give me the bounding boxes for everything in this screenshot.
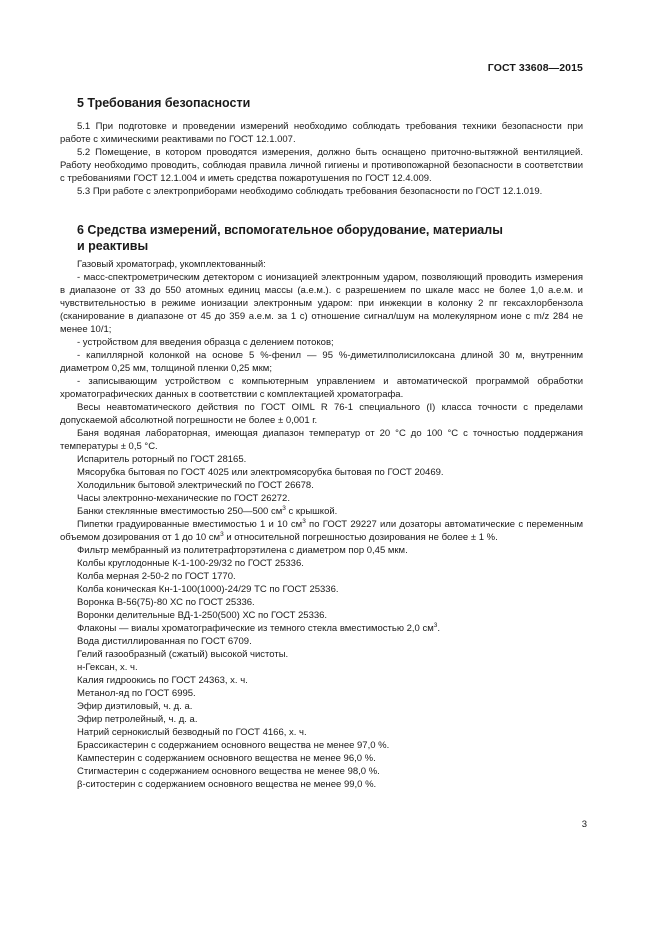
- list-item-column: - капиллярной колонкой на основе 5 %-фенил — 95 %-диметилполисилоксана длиной 30 м, внутренним диаметром 0,25 мм, толщиной пленки 0,25 мкм;: [60, 350, 583, 374]
- item-rotary-evaporator: Испаритель роторный по ГОСТ 28165.: [77, 454, 247, 465]
- item-methanol: Метанол-яд по ГОСТ 6995.: [77, 688, 196, 699]
- section-5-title: 5 Требования безопасности: [77, 96, 251, 110]
- list-item-recorder: - записывающим устройством с компьютерным управлением и автоматической программой обработки хроматографических данных в соответствии с комплектацией хроматографа.: [60, 376, 583, 400]
- page-number: 3: [581, 819, 587, 830]
- item-filter: Фильтр мембранный из политетрафторэтилена с диаметром пор 0,45 мкм.: [77, 545, 408, 556]
- item-separatory-funnels: Воронки делительные ВД-1-250(500) ХС по ГОСТ 25336.: [77, 610, 328, 621]
- item-meat-grinder: Мясорубка бытовая по ГОСТ 4025 или электромясорубка бытовая по ГОСТ 20469.: [77, 467, 444, 478]
- vials-text-a: Флаконы — виалы хроматографические из темного стекла вместимостью 2,0 см: [77, 623, 434, 634]
- section-6-title-line-1: 6 Средства измерений, вспомогательное оборудование, материалы: [77, 223, 503, 237]
- item-funnel: Воронка В-56(75)-80 ХС по ГОСТ 25336.: [77, 597, 255, 608]
- list-item-detector: - масс-спектрометрическим детектором с ионизацией электронным ударом, позволяющий проводить измерения в диапазоне от 33 до 550 атомных единиц массы (а.е.м.). с разрешением по шкале масс не более 1,0 а.е.м. и чувствительностью в режиме ионизации электронным ударом: при инжекции в колонку 2 пг гексахлорбензола (сканирование в диапазоне от 45 до 359 а.е.м. за 1 с) отношение сигнал/шум на молекулярном ионе с m/z 284 не менее 10/1;: [60, 272, 583, 335]
- section-6: [60, 222, 583, 791]
- item-diethyl-ether: Эфир диэтиловый, ч. д. а.: [77, 701, 193, 712]
- item-refrigerator: Холодильник бытовой электрический по ГОСТ 26678.: [77, 480, 314, 491]
- item-sodium-sulfate: Натрий сернокислый безводный по ГОСТ 4166, х. ч.: [77, 727, 307, 738]
- section-6-title: [60, 222, 583, 254]
- item-volumetric-flask: Колба мерная 2-50-2 по ГОСТ 1770.: [77, 571, 236, 582]
- item-campesterol: Кампестерин с содержанием основного вещества не менее 96,0 %.: [77, 753, 376, 764]
- jars-sup: 3: [282, 505, 286, 512]
- item-water-bath: Баня водяная лабораторная, имеющая диапазон температур от 20 °С до 100 °С с точностью поддержания температуры ± 0,5 °С.: [60, 428, 583, 452]
- item-pipettes: [60, 518, 583, 544]
- pipettes-text-c: и относительной погрешностью дозирования не более ± 1 %.: [223, 532, 498, 543]
- item-petroleum-ether: Эфир петролейный, ч. д. а.: [77, 714, 198, 725]
- document-id-header: ГОСТ 33608—2015: [487, 62, 583, 74]
- jars-text-b: с крышкой.: [285, 506, 338, 517]
- item-vials: [60, 622, 583, 635]
- item-potassium-hydroxide: Калия гидроокись по ГОСТ 24363, х. ч.: [77, 675, 248, 686]
- paragraph-5-1: 5.1 При подготовке и проведении измерений необходимо соблюдать требования техники безопасности при работе с химическими реактивами по ГОСТ 12.1.007.: [60, 121, 583, 145]
- item-scales: Весы неавтоматического действия по ГОСТ OIML R 76-1 специального (I) класса точности с пределами допускаемой абсолютной погрешности не более ± 0,001 г.: [60, 402, 583, 426]
- chromatograph-intro: Газовый хроматограф, укомплектованный:: [77, 259, 266, 270]
- pipettes-text-a: Пипетки градуированные вместимостью 1 и 10 см: [77, 519, 303, 530]
- vials-text-b: .: [437, 623, 441, 634]
- jars-text-a: Банки стеклянные вместимостью 250—500 см: [77, 506, 283, 517]
- pipettes-text-b: по ГОСТ 29227 или дозаторы автоматические с переменным объемом дозирования от 1 до 10 см: [60, 519, 584, 543]
- item-helium: Гелий газообразный (сжатый) высокой чистоты.: [77, 649, 289, 660]
- list-item-injector: - устройством для введения образца с делением потоков;: [77, 337, 334, 348]
- item-jars: [60, 505, 583, 518]
- vials-sup: 3: [433, 622, 438, 629]
- section-6-title-line-2: и реактивы: [77, 239, 149, 253]
- item-round-flasks: Колбы круглодонные К-1-100-29/32 по ГОСТ 25336.: [77, 558, 304, 569]
- section-5: [60, 95, 583, 198]
- item-distilled-water: Вода дистиллированная по ГОСТ 6709.: [77, 636, 252, 647]
- paragraph-5-3: 5.3 При работе с электроприборами необходимо соблюдать требования безопасности по ГОСТ 12.1.019.: [77, 186, 543, 197]
- paragraph-5-2: 5.2 Помещение, в котором проводятся измерения, должно быть оснащено приточно-вытяжной вентиляцией. Работу необходимо проводить, соблюдая правила личной гигиены и противопожарной безопасности в соответствии с требованиями ГОСТ 12.1.004 и иметь средства пожаротушения по ГОСТ 12.4.009.: [60, 147, 583, 184]
- item-clock: Часы электронно-механические по ГОСТ 26272.: [77, 493, 290, 504]
- pipettes-sup-2: 3: [220, 531, 224, 538]
- item-brassicasterol: Брассикастерин с содержанием основного вещества не менее 97,0 %.: [77, 740, 390, 751]
- pipettes-sup-1: 3: [302, 518, 306, 525]
- page-content: [60, 90, 583, 791]
- item-stigmasterol: Стигмастерин с содержанием основного вещества не менее 98,0 %.: [77, 766, 380, 777]
- item-beta-sitosterol: β-ситостерин с содержанием основного вещества не менее 99,0 %.: [77, 779, 377, 790]
- item-conical-flask: Колба коническая Кн-1-100(1000)-24/29 ТС по ГОСТ 25336.: [77, 584, 339, 595]
- item-hexane: н-Гексан, х. ч.: [77, 662, 138, 673]
